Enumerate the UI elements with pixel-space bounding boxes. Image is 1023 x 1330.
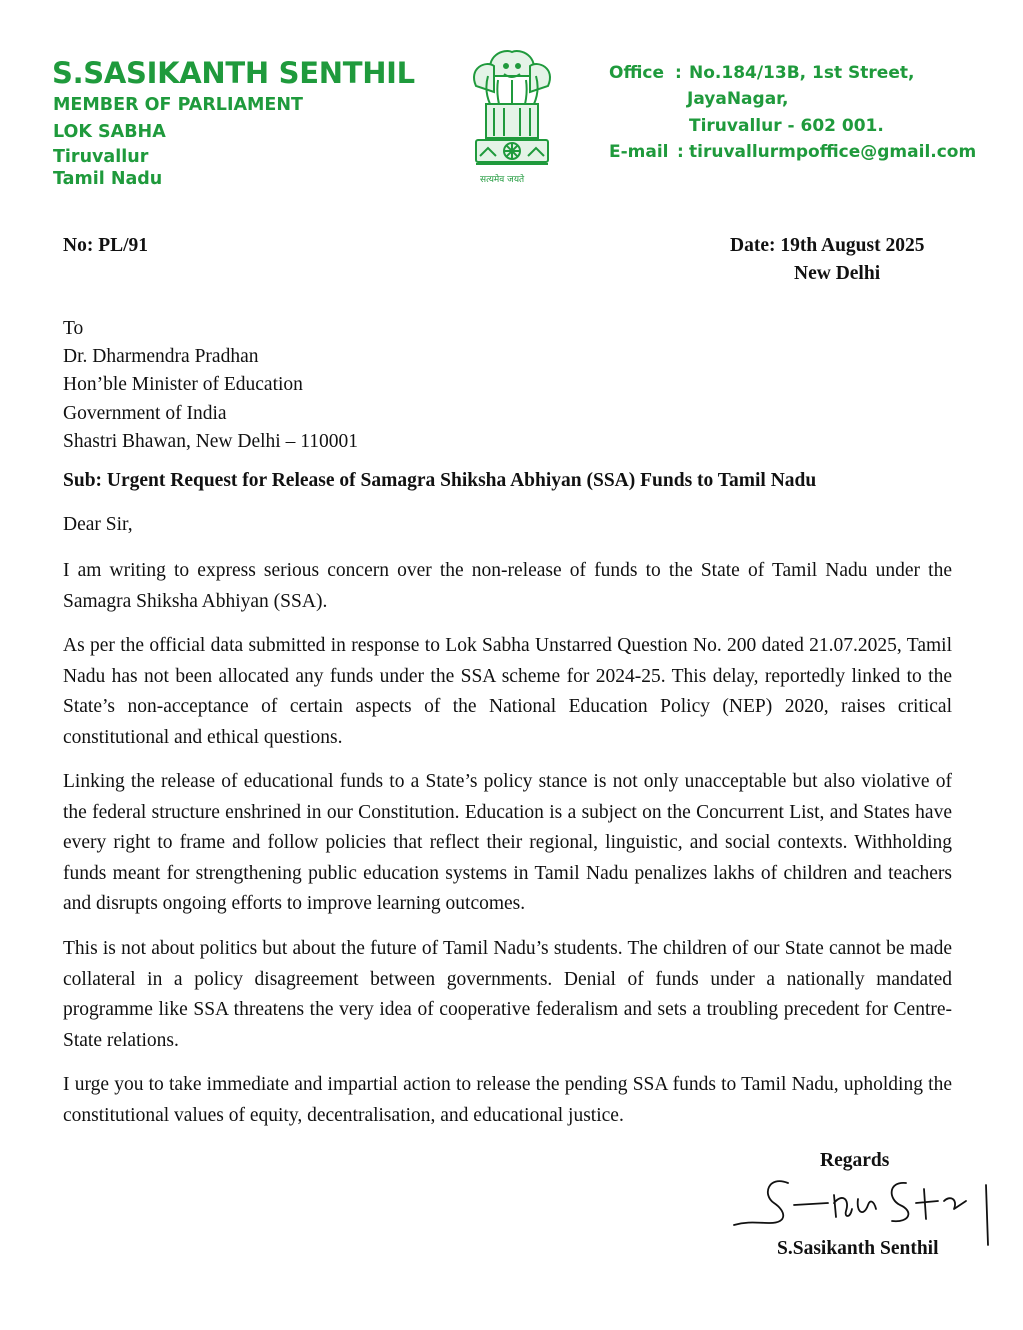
body-paragraph-5: I urge you to take immediate and impartial action to release the pending SSA funds to Tamil Nadu, upholding the constitutional values of equity, decentralisation, and educational justice. bbox=[63, 1074, 952, 1126]
body-paragraph-4: This is not about politics but about the future of Tamil Nadu’s students. The children of our State cannot be made collateral in a policy disagreement between governments. Denial of funds under a nationally mandated programme like SSA threatens the very idea of cooperative federalism and sets a troubling precedent for Centre-State relations. bbox=[63, 938, 952, 1051]
closing: Regards bbox=[820, 1150, 890, 1171]
office-line-2: JayaNagar, bbox=[687, 89, 789, 109]
office-label: Office bbox=[609, 63, 665, 83]
salutation: Dear Sir, bbox=[63, 514, 133, 535]
email-label: E-mail bbox=[609, 142, 669, 162]
email-address[interactable]: tiruvallurmpoffice@gmail.com bbox=[689, 142, 977, 162]
national-emblem-icon bbox=[462, 46, 562, 191]
letterhead-state: Tamil Nadu bbox=[53, 169, 163, 189]
reference-number: No: PL/91 bbox=[63, 235, 149, 256]
signatory-name: S.Sasikanth Senthil bbox=[777, 1238, 939, 1259]
letter-date: Date: 19th August 2025 bbox=[730, 235, 925, 256]
emblem-motto: सत्यमेव जयते bbox=[480, 175, 525, 185]
body-paragraph-3: Linking the release of educational funds to a State’s policy stance is not only unacceptable but also violative of the federal structure enshrined in our Constitution. Education is a subject on the Concurrent List, and States have every right to frame and follow policies that reflect their regional, linguistic, and social contexts. Withholding funds meant for strengthening public education systems in Tamil Nadu penalizes lakhs of children and teachers and disrupts ongoing efforts to improve learning outcomes. bbox=[63, 771, 952, 914]
recipient-address: Shastri Bhawan, New Delhi – 110001 bbox=[63, 430, 358, 452]
body-paragraph-1: I am writing to express serious concern over the non-release of funds to the State of Tamil Nadu under the Samagra Shiksha Abhiyan (SSA). bbox=[63, 560, 952, 612]
recipient-designation: Hon’ble Minister of Education bbox=[63, 374, 303, 396]
office-colon: : bbox=[675, 63, 682, 83]
recipient-name: Dr. Dharmendra Pradhan bbox=[63, 346, 259, 368]
letterhead-name: S.SASIKANTH SENTHIL bbox=[52, 56, 415, 90]
office-line-1: No.184/13B, 1st Street, bbox=[689, 63, 915, 83]
to-label: To bbox=[63, 318, 84, 339]
body-paragraph-2: As per the official data submitted in response to Lok Sabha Unstarred Question No. 200 dated 21.07.2025, Tamil Nadu has not been allocated any funds under the SSA scheme for 2024-25. This delay, reportedly linked to the State’s non-acceptance of certain aspects of the National Education Policy (NEP) 2020, raises critical constitutional and ethical questions. bbox=[63, 635, 952, 748]
recipient-organisation: Government of India bbox=[63, 402, 227, 424]
letter-subject: Sub: Urgent Request for Release of Samagra Shiksha Abhiyan (SSA) Funds to Tamil Nadu bbox=[63, 470, 817, 491]
recipient-block bbox=[63, 315, 358, 456]
office-line-3: Tiruvallur - 602 001. bbox=[689, 116, 884, 136]
email-colon: : bbox=[677, 142, 684, 162]
letterhead-house: LOK SABHA bbox=[53, 122, 166, 142]
letterhead-constituency: Tiruvallur bbox=[53, 147, 149, 167]
letterhead-designation: MEMBER OF PARLIAMENT bbox=[53, 95, 303, 115]
letter-place: New Delhi bbox=[794, 263, 881, 284]
